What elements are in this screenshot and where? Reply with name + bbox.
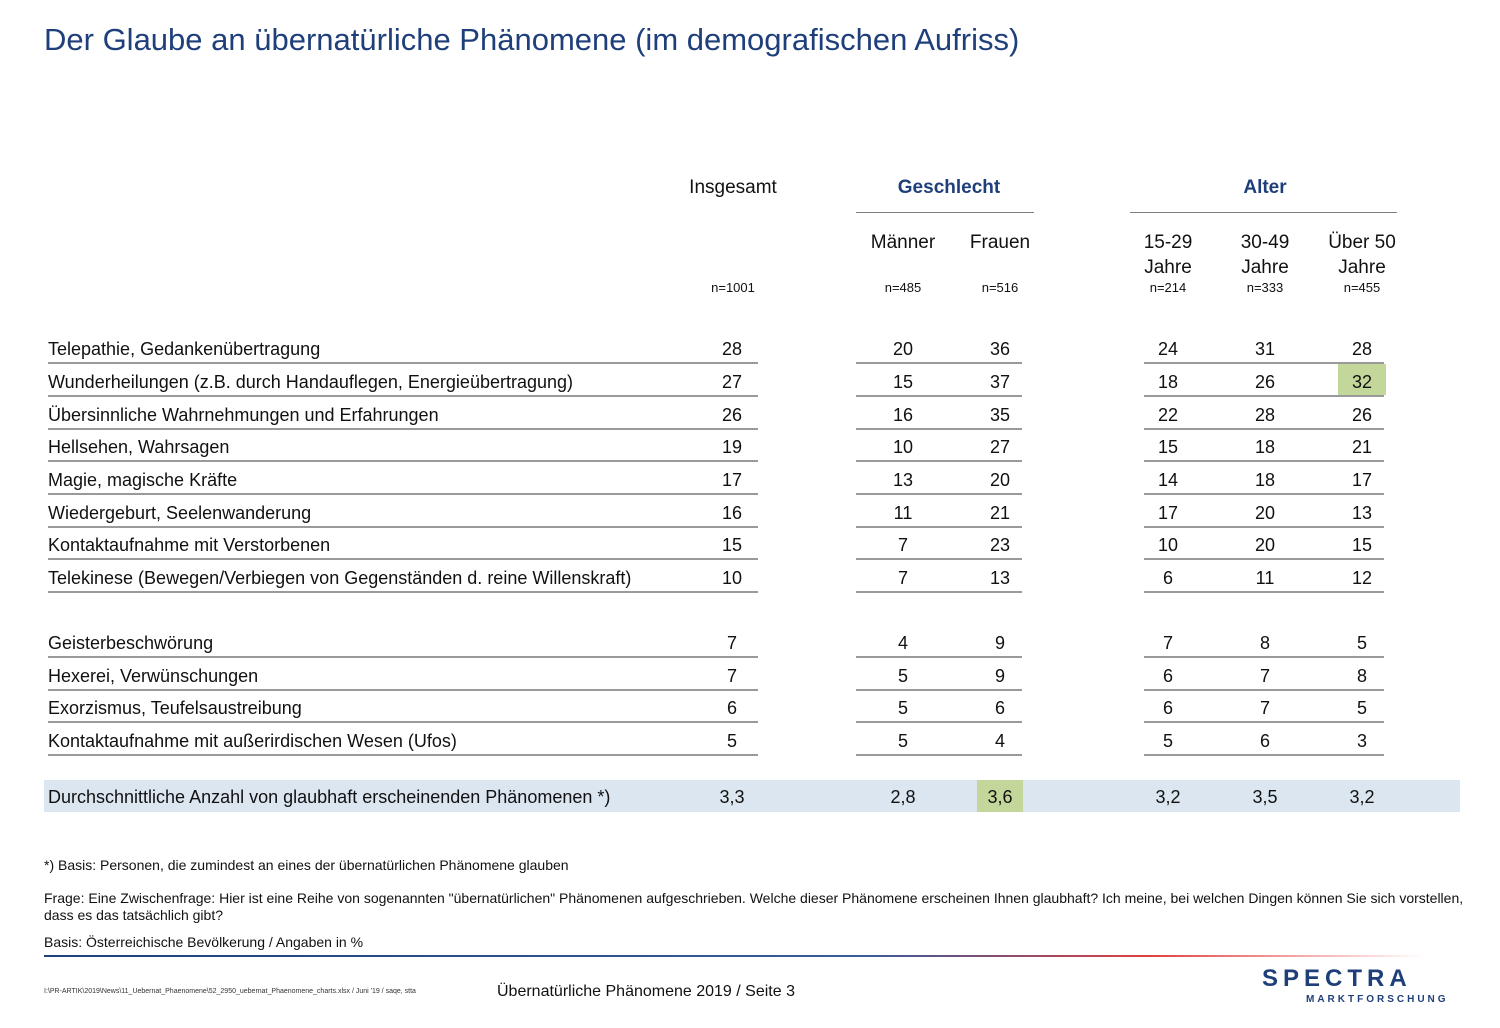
cell-women: 9: [994, 666, 1005, 686]
question-text: Frage: Eine Zwischenfrage: Hier ist eine Reihe von sogenannten "übernatürlichen" Phänomenen aufgeschrieben. Welche dieser Phänomene erscheinen Ihnen glaubhaft? Ich meine, bei welchen Dingen können Sie sich vorstellen, dass es das tatsächlich gibt?: [44, 890, 1464, 923]
cell-age-50plus: 3: [1356, 731, 1367, 751]
cell-men: 4: [897, 633, 908, 653]
cell-total: 7: [726, 666, 737, 686]
n-women: n=516: [981, 280, 1019, 295]
cell-women: 9: [994, 633, 1005, 653]
cell-age-50plus: 5: [1356, 698, 1367, 718]
cell-total: 27: [721, 372, 743, 392]
footnote: *) Basis: Personen, die zumindest an eines der übernatürlichen Phänomene glauben: [44, 857, 569, 873]
n-age-30-49: n=333: [1246, 280, 1284, 295]
cell-age-15-29: 24: [1157, 339, 1179, 359]
cell-age-15-29: 7: [1162, 633, 1173, 653]
average-cell-age-50plus: 3,2: [1349, 787, 1375, 807]
cell-age-50plus: 26: [1351, 405, 1373, 425]
average-cell-age-15-29: 3,2: [1155, 787, 1181, 807]
cell-age-50plus: 8: [1356, 666, 1367, 686]
header-age-50plus-line2: Jahre: [1338, 257, 1386, 278]
cell-women: 23: [989, 535, 1011, 555]
cell-age-15-29: 17: [1157, 503, 1179, 523]
cell-age-30-49: 18: [1254, 470, 1276, 490]
table-row: [0, 429, 1500, 462]
cell-age-30-49: 8: [1259, 633, 1270, 653]
average-cell-age-30-49: 3,5: [1252, 787, 1278, 807]
cell-age-50plus: 5: [1356, 633, 1367, 653]
cell-women: 36: [989, 339, 1011, 359]
header-age-group: Alter: [1243, 177, 1287, 198]
n-total: n=1001: [711, 280, 755, 295]
cell-age-30-49: 11: [1255, 568, 1275, 588]
header-age-50plus-line1: Über 50: [1328, 232, 1396, 253]
cell-age-30-49: 18: [1254, 437, 1276, 457]
cell-women: 4: [994, 731, 1005, 751]
cell-women: 27: [989, 437, 1011, 457]
cell-age-30-49: 20: [1254, 503, 1276, 523]
table-row: [0, 462, 1500, 495]
cell-men: 15: [892, 372, 914, 392]
n-age-15-29: n=214: [1149, 280, 1187, 295]
cell-men: 5: [897, 698, 908, 718]
header-age-15-29-line2: Jahre: [1144, 257, 1192, 278]
cell-age-30-49: 31: [1254, 339, 1276, 359]
n-age-50plus: n=455: [1343, 280, 1381, 295]
table-row: [0, 690, 1500, 723]
table-row: [0, 625, 1500, 658]
cell-age-30-49: 7: [1259, 698, 1270, 718]
cell-age-30-49: 26: [1254, 372, 1276, 392]
footer-divider: [44, 955, 1424, 957]
cell-women: 20: [989, 470, 1011, 490]
cell-age-15-29: 15: [1157, 437, 1179, 457]
gender-group-line: [856, 212, 1034, 213]
n-men: n=485: [884, 280, 922, 295]
cell-men: 13: [892, 470, 914, 490]
cell-men: 7: [897, 535, 908, 555]
cell-age-15-29: 10: [1157, 535, 1179, 555]
cell-women: 35: [989, 405, 1011, 425]
table-row: [0, 397, 1500, 430]
row-label: Wiedergeburt, Seelenwanderung: [48, 503, 312, 523]
row-label: Geisterbeschwörung: [48, 633, 214, 653]
cell-total: 5: [726, 731, 737, 751]
cell-age-15-29: 5: [1162, 731, 1173, 751]
table-row: [0, 495, 1500, 528]
cell-age-50plus: 13: [1351, 503, 1373, 523]
header-age-15-29: [1118, 230, 1218, 280]
cell-total: 6: [726, 698, 737, 718]
cell-age-50plus: 17: [1351, 470, 1373, 490]
header-age-50plus: [1312, 230, 1412, 280]
average-row: [0, 780, 1500, 813]
row-label: Exorzismus, Teufelsaustreibung: [48, 698, 302, 718]
header-women: Frauen: [969, 232, 1031, 253]
header-total: Insgesamt: [689, 177, 777, 198]
cell-age-30-49: 6: [1259, 731, 1270, 751]
row-label: Hexerei, Verwünschungen: [48, 666, 259, 686]
table-row: [0, 364, 1500, 397]
table-row: [0, 331, 1500, 364]
page-footer: Übernatürliche Phänomene 2019 / Seite 3: [497, 983, 795, 1000]
cell-women: 13: [989, 568, 1011, 588]
header-age-15-29-line1: 15-29: [1143, 232, 1193, 253]
cell-age-50plus: 21: [1351, 437, 1373, 457]
row-label: Kontaktaufnahme mit Verstorbenen: [48, 535, 331, 555]
header-age-30-49: [1215, 230, 1315, 280]
table-row: [0, 560, 1500, 593]
cell-women: 21: [989, 503, 1011, 523]
row-label: Hellsehen, Wahrsagen: [48, 437, 230, 457]
row-label: Kontaktaufnahme mit außerirdischen Wesen (Ufos): [48, 731, 457, 751]
row-label: Telepathie, Gedankenübertragung: [48, 339, 321, 359]
page-title: Der Glaube an übernatürliche Phänomene (im demografischen Aufriss): [44, 22, 1020, 57]
row-label: Wunderheilungen (z.B. durch Handauflegen, Energieübertragung): [48, 372, 574, 392]
cell-age-30-49: 20: [1254, 535, 1276, 555]
header-age-30-49-line1: 30-49: [1240, 232, 1290, 253]
cell-age-30-49: 7: [1259, 666, 1270, 686]
cell-women: 6: [994, 698, 1005, 718]
row-label: Telekinese (Bewegen/Verbiegen von Gegenständen d. reine Willenskraft): [48, 568, 632, 588]
logo-wordmark: SPECTRA: [1262, 965, 1412, 992]
cell-men: 20: [892, 339, 914, 359]
cell-men: 10: [892, 437, 914, 457]
header-gender-group: Geschlecht: [897, 177, 1001, 198]
table-row: [0, 723, 1500, 756]
row-label: Magie, magische Kräfte: [48, 470, 238, 490]
header-men: Männer: [870, 232, 936, 253]
cell-age-50plus: 32: [1338, 364, 1386, 395]
basis-text: Basis: Österreichische Bevölkerung / Angaben in %: [44, 934, 364, 950]
cell-age-15-29: 6: [1162, 568, 1173, 588]
cell-total: 28: [721, 339, 743, 359]
average-label: Durchschnittliche Anzahl von glaubhaft erscheinenden Phänomenen *): [48, 787, 611, 807]
cell-total: 26: [721, 405, 743, 425]
age-group-line: [1130, 212, 1397, 213]
cell-age-30-49: 28: [1254, 405, 1276, 425]
spectra-logo: [1262, 965, 1452, 1010]
cell-age-15-29: 6: [1162, 666, 1173, 686]
cell-total: 17: [721, 470, 743, 490]
cell-age-15-29: 22: [1157, 405, 1179, 425]
table-row: [0, 527, 1500, 560]
row-label: Übersinnliche Wahrnehmungen und Erfahrungen: [48, 405, 439, 425]
cell-men: 5: [897, 666, 908, 686]
cell-total: 19: [721, 437, 743, 457]
average-cell-men: 2,8: [890, 787, 916, 807]
table-row: [0, 658, 1500, 691]
cell-men: 7: [897, 568, 908, 588]
file-path: I:\PR-ARTIK\2019\News\11_Uebernat_Phaenomene\52_2950_uebernat_Phaenomene_charts.xlsx / Juni '19 / saqe, stta: [44, 988, 416, 995]
cell-age-15-29: 18: [1157, 372, 1179, 392]
cell-men: 11: [893, 503, 913, 523]
cell-total: 15: [721, 535, 743, 555]
cell-men: 16: [892, 405, 914, 425]
cell-age-15-29: 6: [1162, 698, 1173, 718]
cell-total: 16: [721, 503, 743, 523]
cell-age-15-29: 14: [1157, 470, 1179, 490]
cell-women: 37: [989, 372, 1011, 392]
cell-age-50plus: 15: [1351, 535, 1373, 555]
logo-subtitle: MARKTFORSCHUNG: [1306, 994, 1449, 1005]
cell-men: 5: [897, 731, 908, 751]
header-age-30-49-line2: Jahre: [1241, 257, 1289, 278]
cell-total: 10: [721, 568, 743, 588]
cell-total: 7: [726, 633, 737, 653]
average-cell-total: 3,3: [719, 787, 745, 807]
cell-age-50plus: 12: [1351, 568, 1373, 588]
average-cell-women: 3,6: [977, 780, 1023, 812]
cell-age-50plus: 28: [1351, 339, 1373, 359]
